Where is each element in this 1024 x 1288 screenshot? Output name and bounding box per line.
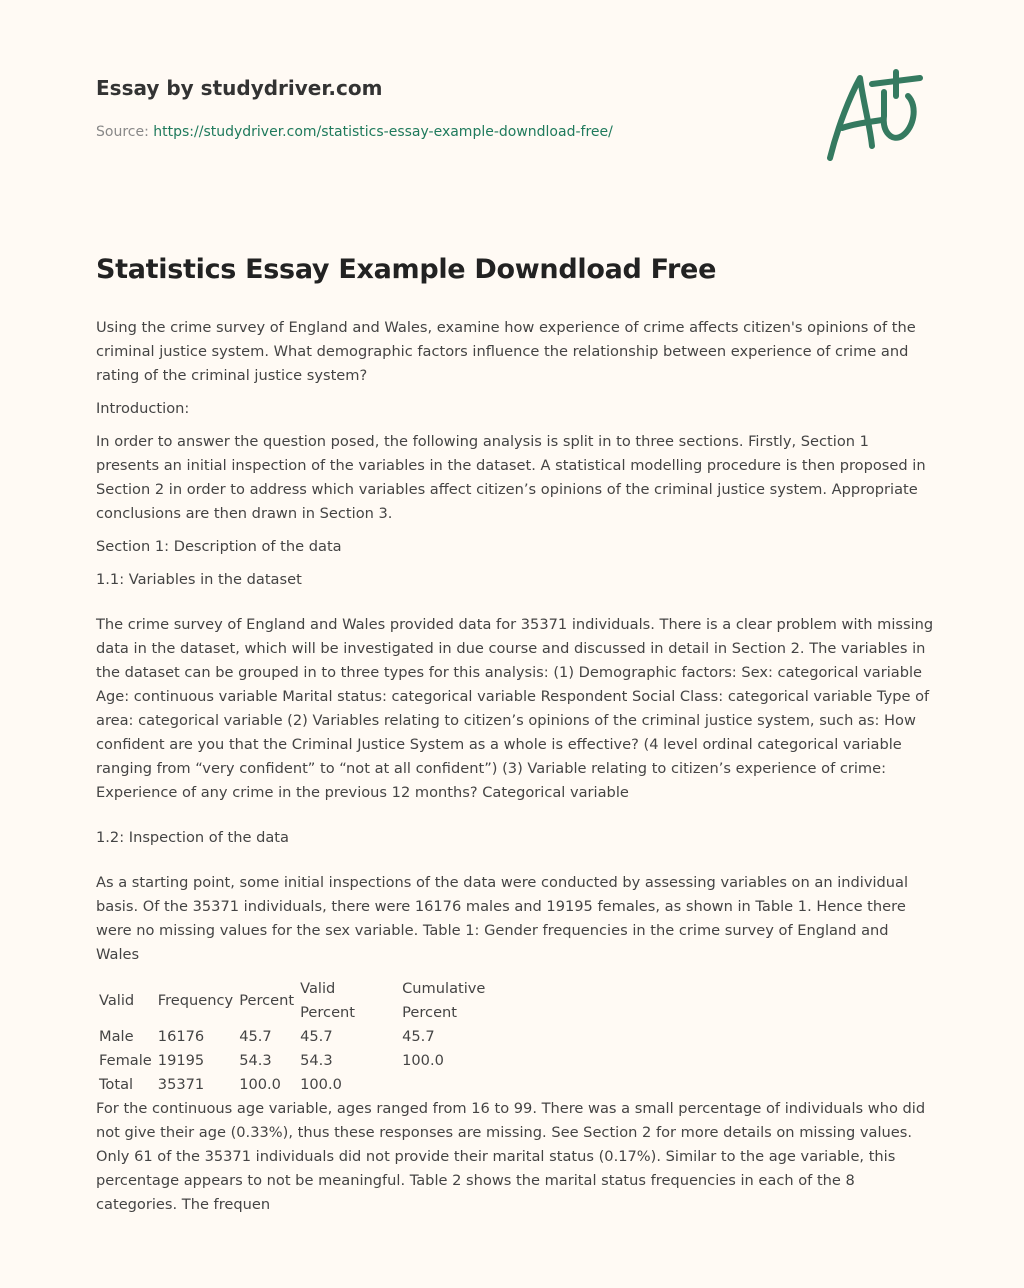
site-brand: Essay by studydriver.com <box>96 76 383 100</box>
table-cell: 45.7 <box>239 1028 272 1045</box>
table-header-row <box>96 977 505 1025</box>
table-cell: 100.0 <box>402 1052 444 1069</box>
source-line <box>96 124 613 140</box>
table-cell: 100.0 <box>300 1076 342 1093</box>
paragraph: As a starting point, some initial inspections of the data were conducted by assessing variables on an individual basis. Of the 35371 individuals, there were 16176 males and 19195 females, as shown in Table 1. Hence there were no missing values for the sex variable. Table 1: Gender frequencies in the crime survey of England and Wales <box>96 874 909 963</box>
table-header: Percent <box>239 992 295 1009</box>
table-cell: 45.7 <box>300 1028 333 1045</box>
table-row <box>96 1049 505 1073</box>
table-header: Valid <box>99 992 135 1009</box>
table-row <box>96 1073 505 1097</box>
table-cell <box>399 1073 505 1097</box>
table-cell: Male <box>99 1028 134 1045</box>
table-cell: Total <box>99 1076 134 1093</box>
table-cell: 35371 <box>157 1076 205 1093</box>
table-header: Valid Percent <box>300 980 356 1021</box>
table-row <box>96 1025 505 1049</box>
paragraph: The crime survey of England and Wales provided data for 35371 individuals. There is a clear problem with missing data in the dataset, which will be investigated in due course and discussed in detail in Section 2. The variables in the dataset can be grouped in to three types for this analysis: (1) Demographic factors: Sex: categorical variable Age: continuous variable Marital status: categorical variable Respondent Social Class: categorical variable Type of area: categorical variable (2) Variables relating to citizen’s opinions of the criminal justice system, such as: How confident are you that the Criminal Justice System as a whole is effective? (4 level ordinal categorical variable ranging from “very confident” to “not at all confident”) (3) Variable relating to citizen’s experience of crime: Experience of any crime in the previous 12 months? Categorical variable <box>96 616 934 801</box>
table-cell: 19195 <box>157 1052 205 1069</box>
table-cell: 16176 <box>157 1028 205 1045</box>
paragraph: In order to answer the question posed, the following analysis is split in to three sections. Firstly, Section 1 presents an initial inspection of the variables in the dataset. A statistical modelling procedure is then proposed in Section 2 in order to address which variables affect citizen’s opinions of the criminal justice system. Appropriate conclusions are then drawn in Section 3. <box>96 433 926 522</box>
table-header: Cumulative Percent <box>402 980 486 1021</box>
table-cell: 54.3 <box>300 1052 333 1069</box>
paragraph: For the continuous age variable, ages ranged from 16 to 99. There was a small percentage of individuals who did not give their age (0.33%), thus these responses are missing. See Section 2 for more details on missing values. Only 61 of the 35371 individuals did not provide their marital status (0.17%). Similar to the age variable, this percentage appears to not be meaningful. Table 2 shows the marital status frequencies in each of the 8 categories. The frequen <box>96 1100 926 1213</box>
page-title: Statistics Essay Example Downdload Free <box>96 254 717 285</box>
paragraph: 1.1: Variables in the dataset <box>96 571 302 588</box>
paragraph: Using the crime survey of England and Wales, examine how experience of crime affects citizen's opinions of the criminal justice system. What demographic factors influence the relationship between experience of crime and rating of the criminal justice system? <box>96 319 916 384</box>
source-link[interactable]: https://studydriver.com/statistics-essay-example-downdload-free/ <box>153 124 613 140</box>
table-cell: 45.7 <box>402 1028 435 1045</box>
paragraph: Introduction: <box>96 400 190 417</box>
gender-frequency-table <box>96 977 505 1097</box>
essay-body <box>96 316 936 1226</box>
table-cell: Female <box>99 1052 152 1069</box>
table-cell: 54.3 <box>239 1052 272 1069</box>
table-header: Frequency <box>157 992 234 1009</box>
paragraph: 1.2: Inspection of the data <box>96 829 289 846</box>
table-cell: 100.0 <box>239 1076 281 1093</box>
a-plus-logo-icon <box>820 66 930 166</box>
source-label: Source: <box>96 124 154 140</box>
paragraph: Section 1: Description of the data <box>96 538 342 555</box>
